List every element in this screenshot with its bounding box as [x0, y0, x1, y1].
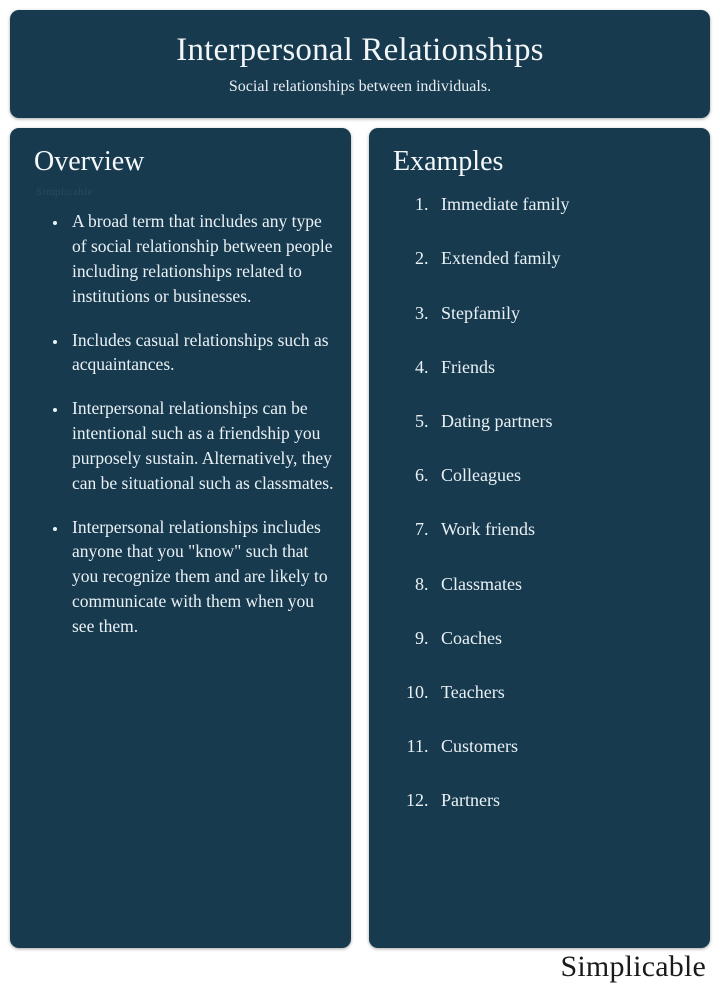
- list-item: 2. Extended family: [433, 246, 694, 271]
- list-item: 9. Coaches: [433, 626, 694, 651]
- list-item: • Includes casual relationships such as acquaintances.: [68, 328, 335, 378]
- content-columns: [10, 128, 710, 948]
- list-item: 8. Classmates: [433, 572, 694, 597]
- examples-card: [369, 128, 710, 948]
- list-item: 11. Customers: [433, 734, 694, 759]
- list-item: • Interpersonal relationships can be intentional such as a friendship you purposely sustain. Alternatively, they can be situational such as classmates.: [68, 396, 335, 495]
- list-item: • A broad term that includes any type of social relationship between people including relationships related to institutions or businesses.: [68, 209, 335, 308]
- overview-bullet-list: [26, 209, 335, 639]
- list-item: 12. Partners: [433, 788, 694, 813]
- header-card: [10, 10, 710, 118]
- list-item: • Interpersonal relationships includes anyone that you "know" such that you recognize them and are likely to communicate with them when you see them.: [68, 515, 335, 639]
- footer: [0, 952, 706, 982]
- page-title: Interpersonal Relationships: [176, 31, 544, 68]
- examples-numbered-list: [385, 192, 694, 813]
- overview-heading: Overview: [34, 146, 145, 177]
- overview-card: [10, 128, 351, 948]
- brand-logo-text: Simplicable: [560, 950, 706, 983]
- list-item: 7. Work friends: [433, 517, 694, 542]
- list-item: 6. Colleagues: [433, 463, 694, 488]
- examples-heading: Examples: [393, 146, 504, 177]
- list-item: 10. Teachers: [433, 680, 694, 705]
- list-item: 3. Stepfamily: [433, 301, 694, 326]
- list-item: 5. Dating partners: [433, 409, 694, 434]
- overview-watermark: Simplicable: [36, 186, 93, 199]
- list-item: 4. Friends: [433, 355, 694, 380]
- list-item: 1. Immediate family: [433, 192, 694, 217]
- page-subtitle: Social relationships between individuals.: [228, 78, 492, 96]
